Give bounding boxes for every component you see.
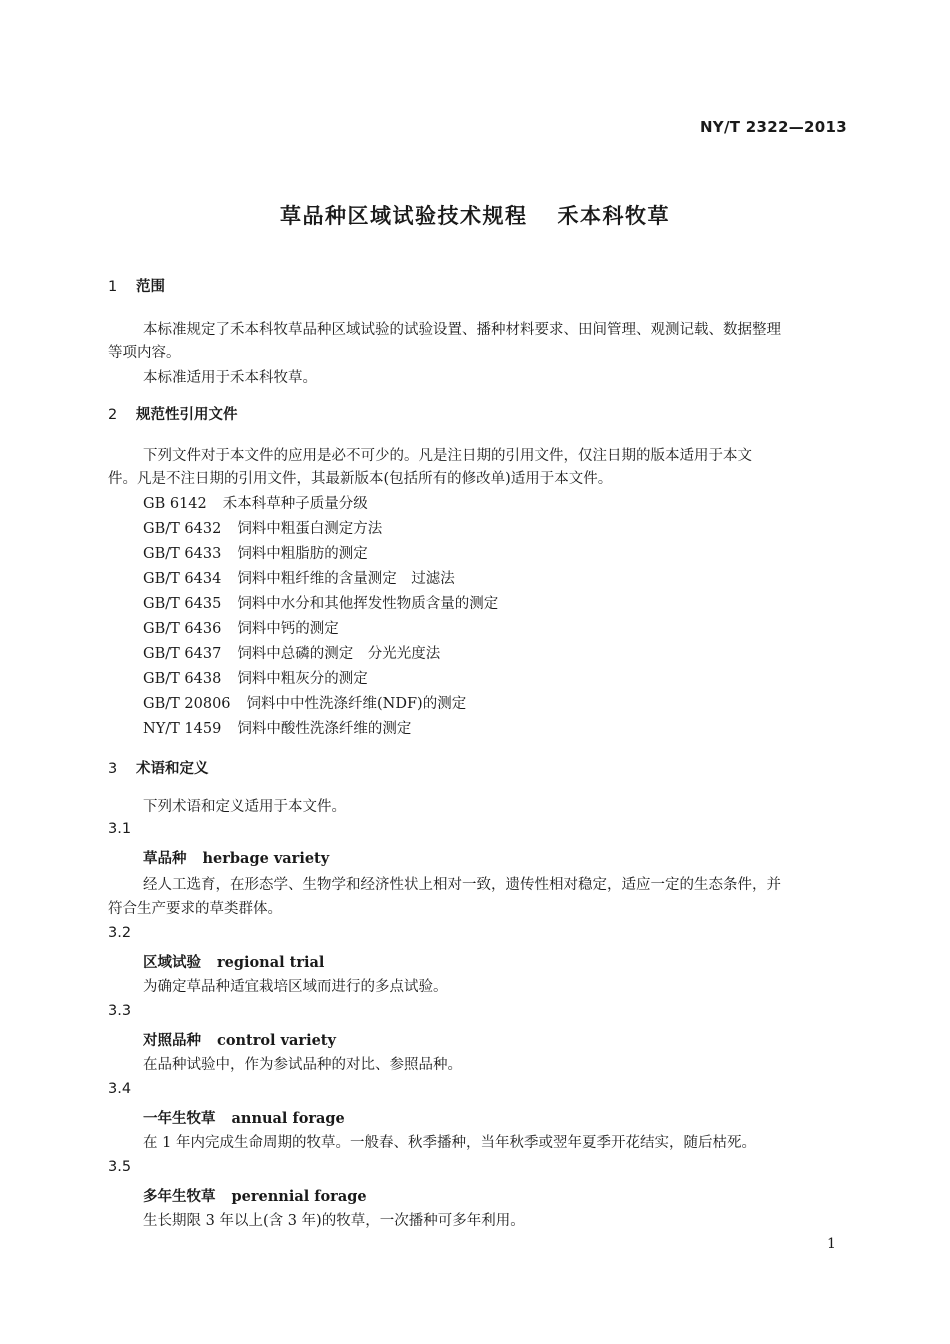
section-1-paragraph-2: 本标准适用于禾本科牧草。	[143, 370, 317, 386]
section-3-heading: 3 术语和定义	[108, 761, 209, 777]
reference-item: GB/T 6432 饲料中粗蛋白测定方法	[143, 521, 383, 537]
title-part-2: 禾本科牧草	[557, 204, 670, 228]
term-definition-line-2: 符合生产要求的草类群体。	[108, 901, 282, 917]
title-part-1: 草品种区域试验技术规程	[280, 204, 528, 228]
reference-item: GB/T 6438 饲料中粗灰分的测定	[143, 671, 368, 687]
section-1-paragraph-1-line-1: 本标准规定了禾本科牧草品种区域试验的试验设置、播种材料要求、田间管理、观测记载、数据整理	[143, 322, 781, 338]
section-1-paragraph-1-line-2: 等项内容。	[108, 345, 181, 361]
reference-item: GB/T 6435 饲料中水分和其他挥发性物质含量的测定	[143, 596, 499, 612]
reference-item: GB/T 6434 饲料中粗纤维的含量测定 过滤法	[143, 571, 455, 587]
reference-item: GB/T 6436 饲料中钙的测定	[143, 621, 339, 637]
term-number: 3.4	[108, 1081, 132, 1097]
term-name: 区域试验 regional trial	[143, 954, 325, 971]
reference-item: GB 6142 禾本科草种子质量分级	[143, 496, 368, 512]
term-definition: 生长期限 3 年以上(含 3 年)的牧草，一次播种可多年利用。	[143, 1213, 525, 1229]
document-title	[0, 200, 950, 230]
section-2-heading: 2 规范性引用文件	[108, 407, 238, 423]
reference-item: GB/T 6437 饲料中总磷的测定 分光光度法	[143, 646, 441, 662]
term-number: 3.5	[108, 1159, 132, 1175]
term-number: 3.2	[108, 925, 132, 941]
section-2-paragraph-line-2: 件。凡是不注日期的引用文件，其最新版本(包括所有的修改单)适用于本文件。	[108, 471, 613, 487]
term-name: 对照品种 control variety	[143, 1032, 336, 1049]
term-definition-line-1: 经人工选育，在形态学、生物学和经济性状上相对一致，遗传性相对稳定，适应一定的生态条件，并	[143, 877, 781, 893]
term-definition: 在 1 年内完成生命周期的牧草。一般春、秋季播种，当年秋季或翌年夏季开花结实，随后枯死。	[143, 1135, 756, 1151]
term-name: 草品种 herbage variety	[143, 850, 330, 867]
page-number: 1	[827, 1236, 836, 1252]
term-definition: 为确定草品种适宜栽培区域而进行的多点试验。	[143, 979, 448, 995]
term-definition: 在品种试验中，作为参试品种的对比、参照品种。	[143, 1057, 462, 1073]
term-number: 3.1	[108, 821, 132, 837]
reference-item: NY/T 1459 饲料中酸性洗涤纤维的测定	[143, 721, 412, 737]
section-1-heading: 1 范围	[108, 279, 165, 295]
section-3-paragraph: 下列术语和定义适用于本文件。	[143, 799, 346, 815]
term-number: 3.3	[108, 1003, 132, 1019]
reference-item: GB/T 20806 饲料中中性洗涤纤维(NDF)的测定	[143, 696, 467, 712]
reference-item: GB/T 6433 饲料中粗脂肪的测定	[143, 546, 368, 562]
standard-code: NY/T 2322—2013	[699, 118, 847, 136]
section-2-paragraph-line-1: 下列文件对于本文件的应用是必不可少的。凡是注日期的引用文件，仅注日期的版本适用于本文	[143, 448, 752, 464]
term-name: 多年生牧草 perennial forage	[143, 1188, 367, 1205]
term-name: 一年生牧草 annual forage	[143, 1110, 345, 1127]
